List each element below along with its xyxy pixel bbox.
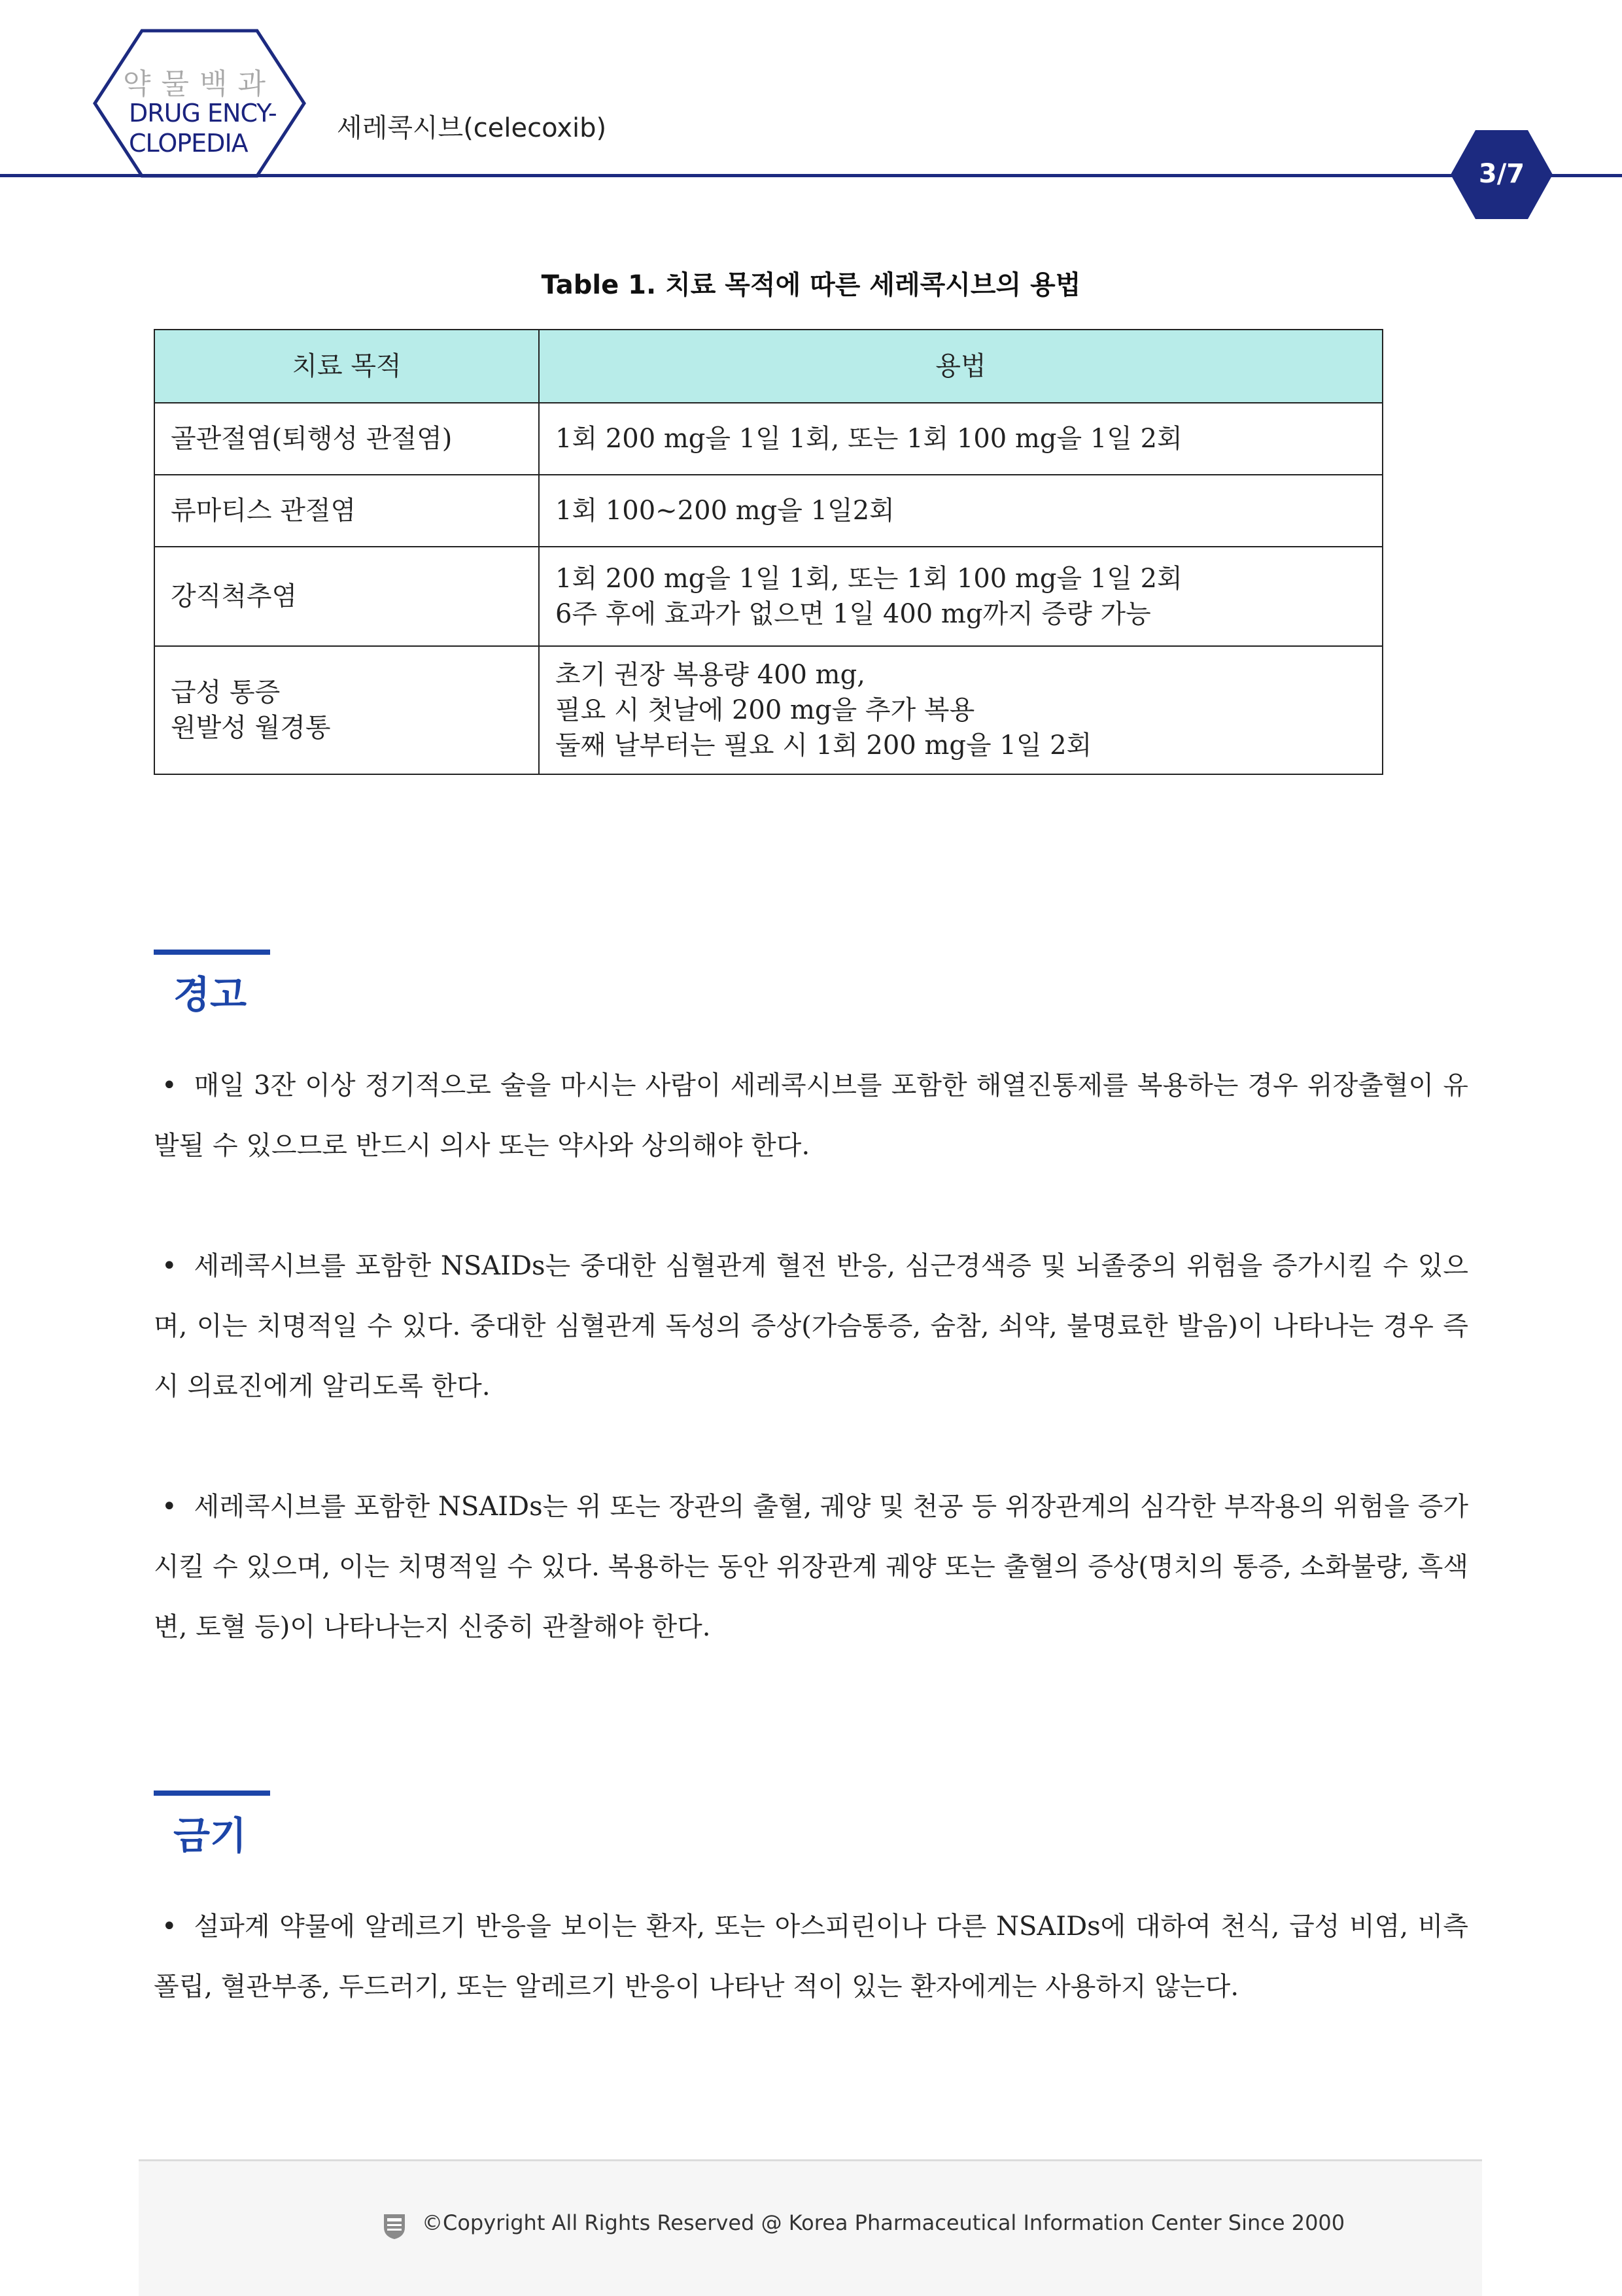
bullet: •: [162, 1492, 177, 1522]
header-rule: [0, 174, 1622, 177]
dosage-cell: [539, 547, 1383, 646]
contraindication-item-1: • 설파계 약물에 알레르기 반응을 보이는 환자, 또는 아스피린이나 다른 NSAIDs에 대하여 천식, 급성 비염, 비측 폴립, 혈관부종, 두드러기, 또는 알레르기 반응이 나타난 적이 있는 환자에게는 사용하지 않는다.: [154, 1911, 1468, 2002]
warnings-bar: [154, 950, 270, 955]
logo-en-line1: DRUG ENCY-: [129, 99, 277, 128]
logo-english-text: [129, 98, 277, 158]
bullet: •: [162, 1071, 177, 1101]
logo-en-line2: CLOPEDIA: [129, 129, 248, 158]
dosage-line: 1회 200 mg을 1일 1회, 또는 1회 100 mg을 1일 2회: [555, 564, 1182, 594]
purpose-cell: [154, 475, 539, 547]
dosage-line: 필요 시 첫날에 200 mg을 추가 복용: [555, 695, 975, 725]
dosage-table: [154, 329, 1383, 775]
dosage-line: 초기 권장 복용량 400 mg,: [555, 660, 865, 690]
bullet: •: [162, 1911, 177, 1942]
document-title: 세레콕시브(celecoxib): [337, 113, 607, 143]
purpose-cell: [154, 547, 539, 646]
purpose-line: 골관절염(퇴행성 관절염): [171, 424, 453, 454]
warning-item-2: • 세레콕시브를 포함한 NSAIDs는 중대한 심혈관계 혈전 반응, 심근경색증 및 뇌졸중의 위험을 증가시킬 수 있으며, 이는 치명적일 수 있다. 중대한 심혈관계 독성의 증상(가슴통증, 숨참, 쇠약, 불명료한 발음)이 나타나는 경우 즉시 의료진에게 알리도록 한다.: [154, 1251, 1468, 1401]
crest-icon: [381, 2212, 407, 2240]
logo-korean-text: 약물백과: [122, 67, 276, 101]
purpose-cell: [154, 646, 539, 774]
dosage-cell: [539, 475, 1383, 547]
warning-item-1: • 매일 3잔 이상 정기적으로 술을 마시는 사람이 세레콕시브를 포함한 해열진통제를 복용하는 경우 위장출혈이 유발될 수 있으므로 반드시 의사 또는 약사와 상의해야 한다.: [154, 1071, 1468, 1161]
dosage-line: 6주 후에 효과가 없으면 1일 400 mg까지 증량 가능: [555, 599, 1151, 629]
purpose-line: 류마티스 관절염: [171, 496, 356, 526]
dosage-line: 1회 200 mg을 1일 1회, 또는 1회 100 mg을 1일 2회: [555, 424, 1182, 454]
contraindications-title: 금기: [173, 1813, 247, 1858]
table-row: [154, 403, 1383, 475]
dosage-line: 1회 100~200 mg을 1일2회: [555, 496, 895, 526]
warning-item-3: • 세레콕시브를 포함한 NSAIDs는 위 또는 장관의 출혈, 궤양 및 천공 등 위장관계의 심각한 부작용의 위험을 증가시킬 수 있으며, 이는 치명적일 수 있다. 복용하는 동안 위장관계 궤양 또는 출혈의 증상(명치의 통증, 소화불량, 흑색변, 토혈 등)이 나타나는지 신중히 관찰해야 한다.: [154, 1492, 1468, 1642]
dosage-line: 둘째 날부터는 필요 시 1회 200 mg을 1일 2회: [555, 730, 1092, 761]
table-header-row: [154, 330, 1383, 403]
purpose-cell: [154, 403, 539, 475]
table-row: [154, 646, 1383, 774]
header-dosage: 용법: [539, 330, 1383, 403]
dosage-cell: [539, 403, 1383, 475]
purpose-line: 강직척추염: [171, 581, 298, 611]
table-row: [154, 475, 1383, 547]
contraindications-bar: [154, 1791, 270, 1796]
copyright-text: ©Copyright All Rights Reserved @ Korea Pharmaceutical Information Center Since 2000: [422, 2210, 1345, 2235]
warnings-title: 경고: [173, 972, 247, 1017]
header-purpose: 치료 목적: [154, 330, 539, 403]
table-row: [154, 547, 1383, 646]
page-number: 3/7: [1478, 159, 1525, 189]
purpose-line: 원발성 월경통: [171, 713, 331, 743]
dosage-cell: [539, 646, 1383, 774]
table-caption: Table 1. 치료 목적에 따른 세레콕시브의 용법: [541, 270, 1081, 300]
bullet: •: [162, 1251, 177, 1281]
logo: [82, 27, 317, 179]
purpose-line: 급성 통증: [171, 677, 281, 708]
